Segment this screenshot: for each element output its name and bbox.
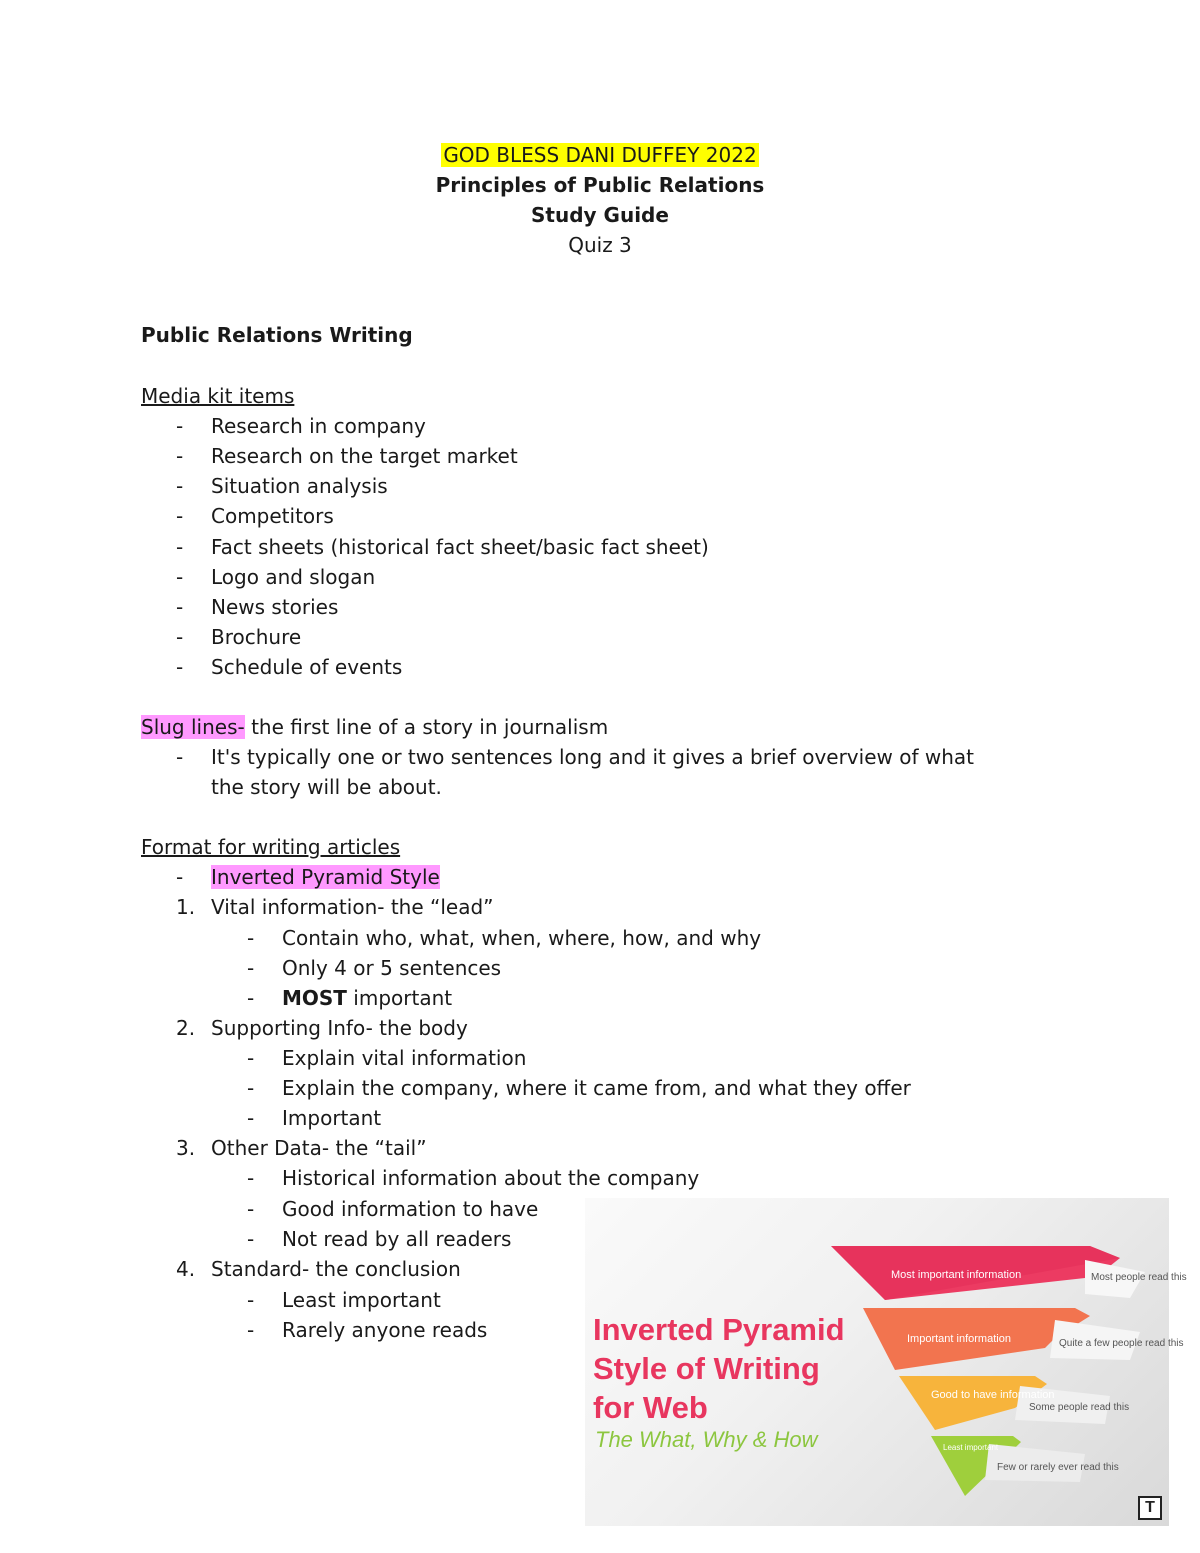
slug-detail-line2: the story will be about. (211, 775, 442, 799)
course-title: Principles of Public Relations (435, 173, 765, 197)
list-item: MOST important (282, 986, 453, 1010)
guide-title: Study Guide (531, 203, 669, 227)
slug-term: Slug lines- (141, 715, 245, 739)
slug-definition (141, 712, 608, 742)
banner-text: GOD BLESS DANI DUFFEY 2022 (443, 143, 757, 167)
quiz-title: Quiz 3 (568, 233, 632, 257)
list-item: Contain who, what, when, where, how, and why (282, 926, 762, 950)
list-item: Only 4 or 5 sentences (282, 956, 502, 980)
list-item: Least important (282, 1288, 441, 1312)
reader-label-3: Some people read this (1029, 1402, 1130, 1413)
list-item: Explain vital information (282, 1046, 527, 1070)
list-item: Explain the company, where it came from, and what they offer (282, 1076, 911, 1100)
reader-label-2: Quite a few people read this (1059, 1338, 1184, 1349)
reader-label-1: Most people read this (1091, 1272, 1187, 1283)
infographic-subtitle: The What, Why & How (595, 1427, 818, 1452)
list-item: Historical information about the company (282, 1166, 700, 1190)
list-item: Important (282, 1106, 382, 1130)
document-page: GOD BLESS DANI DUFFEY 2022 Principles of Public Relations Study Guide Quiz 3 Public Relations Writing Media kit items - Research in company - Research on the target market - Situation analysis - Competitors - Fact sheets (historical fact sheet/basic fact sheet) - Logo and slogan - News stories - Brochure - Schedule of events Slug lines- the first line of a story in journalism - It's typically one or two sentences long and it gives a brief overview of what the story will be about. Format for writing articles - Inverted Pyramid Style 1. Vital information- the “lead” - Contain who, what, when, where, how, and why - Only 4 or 5 sentences - MOST important 2. Supporting Info- the body - Explain vital information - Explain the company, where it came from, and what they offer - Important 3. Other Data- the “tail” - Historical information about the company - Good information to have - Not read by all readers 4. Standard- the conclusion - Least important - Rarely anyone reads Most important information Important information Good to have information Least important Most people read this Quite a few people read this Some people read this Few or rarely ever read this Inverted Pyramid Style of Writing for Web The What, Why & How T (0, 0, 1200, 1553)
tier-label-2: Important information (907, 1333, 1011, 1345)
inverted-pyramid-infographic (585, 1198, 1187, 1526)
section-title: Public Relations Writing (141, 323, 413, 347)
list-item: Good information to have (282, 1197, 539, 1221)
watermark-badge-icon: T (1138, 1496, 1162, 1520)
section-title-4: Standard- the conclusion (211, 1257, 461, 1281)
tier-label-4: Least important (943, 1443, 999, 1452)
reader-label-4: Few or rarely ever read this (997, 1462, 1119, 1473)
list-item: Not read by all readers (282, 1227, 512, 1251)
list-item: Rarely anyone reads (282, 1318, 488, 1342)
slug-detail-line1: It's typically one or two sentences long and it gives a brief overview of what (211, 745, 974, 769)
media-kit-heading: Media kit items (141, 384, 295, 408)
inverted-pyramid-style (211, 862, 440, 892)
section-title-3: Other Data- the “tail” (211, 1136, 427, 1160)
infographic-title: Inverted Pyramid Style of Writing for Web (593, 1312, 845, 1425)
tier-label-1: Most important information (891, 1269, 1022, 1281)
format-heading: Format for writing articles (141, 835, 401, 859)
banner-line (0, 140, 1200, 170)
section-title-2: Supporting Info- the body (211, 1016, 468, 1040)
section-title-1: Vital information- the “lead” (211, 895, 494, 919)
tier-label-3: Good to have information (931, 1389, 1055, 1401)
slug-definition-text: the first line of a story in journalism (244, 715, 609, 739)
inverted-pyramid-style-text: Inverted Pyramid Style (211, 865, 440, 889)
